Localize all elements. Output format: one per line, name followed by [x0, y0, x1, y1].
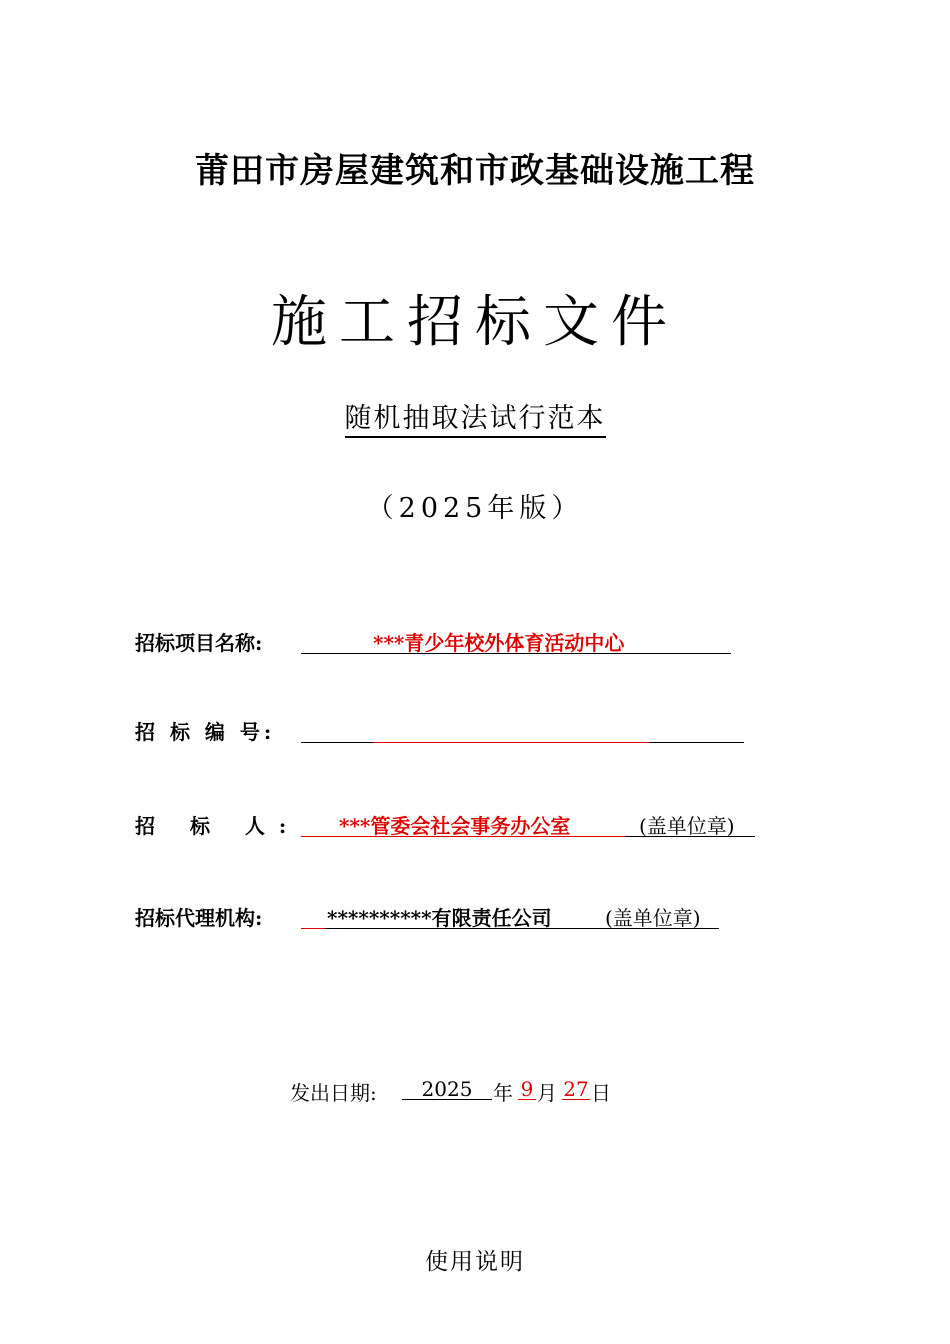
tenderer-label: 招 标 人: [135, 814, 301, 838]
issue-date-year-field[interactable] [402, 1073, 492, 1100]
subtitle [0, 396, 950, 435]
issue-date-day-unit: 日 [591, 1081, 611, 1105]
usage-instructions-heading: 使用说明 [425, 1249, 525, 1275]
issue-date-day: 27 [563, 1077, 589, 1101]
agency-underline-red [301, 898, 325, 929]
tenderer-field[interactable] [301, 806, 625, 837]
project-name-field[interactable] [301, 623, 731, 654]
tenderer-value: ***管委会社会事务办公室 [339, 814, 571, 838]
tender-number-underline-left [301, 712, 373, 743]
tenderer-stamp-field [625, 806, 755, 837]
agency-field[interactable] [325, 898, 719, 929]
tenderer-stamp-note: (盖单位章) [639, 814, 735, 838]
edition-label: （2025年版） [366, 493, 584, 524]
agency-stamp-note: (盖单位章) [605, 906, 701, 930]
agency-value: **********有限责任公司 [327, 906, 552, 930]
issue-date-year-unit: 年 [493, 1081, 513, 1105]
project-category-heading: 莆田市房屋建筑和市政基础设施工程 [195, 151, 755, 191]
document-title: 施工招标文件 [271, 290, 679, 355]
agency-label: 招标代理机构: [135, 906, 263, 930]
project-name-label: 招标项目名称: [135, 631, 263, 655]
issue-date-month-field[interactable] [518, 1073, 536, 1100]
tender-number-label: 招 标 编 号: [135, 720, 276, 744]
project-name-value: ***青少年校外体育活动中心 [373, 631, 625, 655]
issue-date-label: 发出日期: [290, 1081, 377, 1105]
subtitle-text: 随机抽取法试行范本 [345, 403, 606, 438]
issue-date-month-unit: 月 [537, 1081, 557, 1105]
tender-number-underline-right [649, 712, 744, 743]
tender-number-field[interactable] [373, 712, 649, 743]
issue-date-day-field[interactable] [562, 1073, 590, 1100]
issue-date-month: 9 [520, 1077, 534, 1101]
issue-date-year: 2025 [421, 1077, 473, 1101]
